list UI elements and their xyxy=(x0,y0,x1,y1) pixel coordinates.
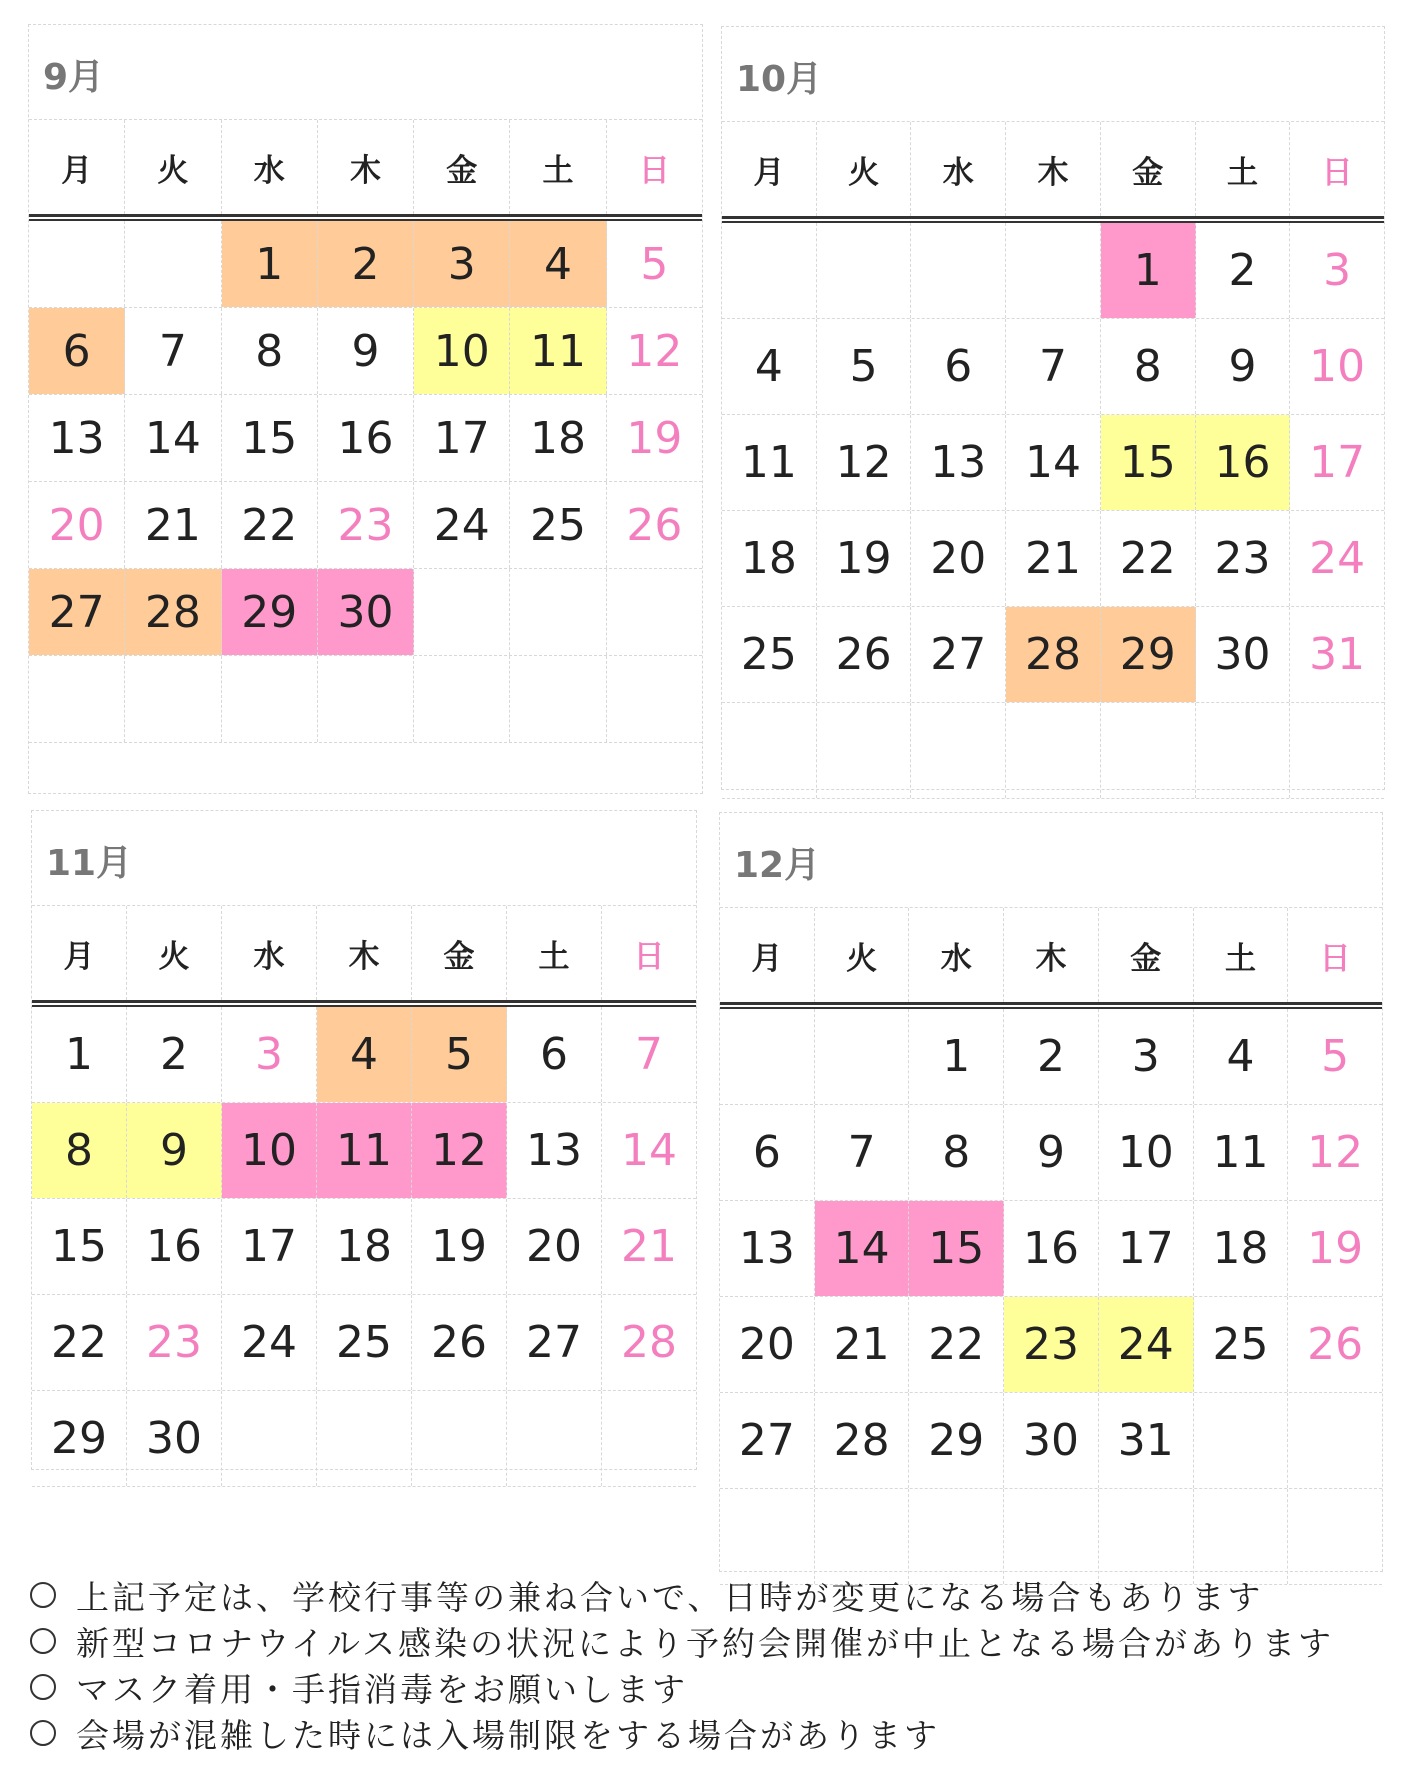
day-cell: 29 xyxy=(1101,607,1196,702)
empty-day-cell xyxy=(412,1391,507,1486)
day-cell: 21 xyxy=(1006,511,1101,606)
day-cell: 1 xyxy=(1101,223,1196,318)
empty-day-cell xyxy=(318,656,414,742)
day-cell: 12 xyxy=(412,1103,507,1198)
empty-day-cell xyxy=(1101,703,1196,798)
day-cell: 16 xyxy=(318,395,414,481)
weekday-label: 土 xyxy=(510,120,606,214)
empty-day-cell xyxy=(817,223,912,318)
weekday-label: 木 xyxy=(1006,122,1101,216)
empty-day-cell xyxy=(817,703,912,798)
day-cell: 7 xyxy=(125,308,221,394)
empty-day-cell xyxy=(815,1489,910,1584)
weekday-label: 土 xyxy=(1196,122,1291,216)
day-cell: 11 xyxy=(510,308,606,394)
day-cell: 8 xyxy=(1101,319,1196,414)
day-cell: 3 xyxy=(222,1007,317,1102)
note-text: 新型コロナウイルス感染の状況により予約会開催が中止となる場合があります xyxy=(76,1623,1335,1663)
day-cell: 6 xyxy=(29,308,125,394)
empty-day-cell xyxy=(510,656,606,742)
day-cell: 26 xyxy=(412,1295,507,1390)
day-cell: 1 xyxy=(32,1007,127,1102)
day-cell: 12 xyxy=(817,415,912,510)
day-cell: 4 xyxy=(317,1007,412,1102)
day-cell: 19 xyxy=(412,1199,507,1294)
weekday-header-row xyxy=(720,907,1382,1002)
weekday-label: 水 xyxy=(909,908,1004,1002)
weekday-label: 月 xyxy=(29,120,125,214)
weekday-label: 金 xyxy=(414,120,510,214)
day-cell: 22 xyxy=(32,1295,127,1390)
weekday-label: 水 xyxy=(222,906,317,1000)
weekday-label: 日 xyxy=(638,152,670,189)
header-divider xyxy=(32,1000,696,1007)
day-cell: 22 xyxy=(222,482,318,568)
week-row xyxy=(722,223,1384,319)
day-cell: 9 xyxy=(1004,1105,1099,1200)
day-cell: 25 xyxy=(317,1295,412,1390)
empty-day-cell xyxy=(510,569,606,655)
day-cell: 19 xyxy=(817,511,912,606)
day-cell: 25 xyxy=(722,607,817,702)
day-cell: 8 xyxy=(32,1103,127,1198)
day-cell: 2 xyxy=(127,1007,222,1102)
weekday-header-row xyxy=(722,121,1384,216)
week-row xyxy=(722,319,1384,415)
day-cell: 2 xyxy=(318,221,414,307)
day-cell: 31 xyxy=(1099,1393,1194,1488)
day-cell: 13 xyxy=(29,395,125,481)
day-cell: 18 xyxy=(1194,1201,1289,1296)
calendar-grid xyxy=(32,905,696,1487)
day-cell: 2 xyxy=(1004,1009,1099,1104)
empty-day-cell xyxy=(317,1391,412,1486)
calendar-november xyxy=(31,810,697,1470)
week-row xyxy=(29,308,702,395)
weekday-label: 日 xyxy=(633,938,665,975)
day-cell: 27 xyxy=(507,1295,602,1390)
day-cell: 3 xyxy=(1099,1009,1194,1104)
empty-day-cell xyxy=(1099,1489,1194,1584)
weekday-label: 水 xyxy=(222,120,318,214)
day-cell: 11 xyxy=(1194,1105,1289,1200)
calendar-december xyxy=(719,812,1383,1572)
day-cell: 1 xyxy=(222,221,318,307)
header-divider xyxy=(720,1002,1382,1009)
day-cell: 20 xyxy=(911,511,1006,606)
empty-day-cell xyxy=(602,1391,696,1486)
day-cell: 31 xyxy=(1309,629,1366,680)
weekday-label: 日 xyxy=(1321,154,1353,191)
weekday-label: 金 xyxy=(1099,908,1194,1002)
weekday-label: 木 xyxy=(318,120,414,214)
month-title: 11月 xyxy=(46,843,133,884)
day-cell: 24 xyxy=(1309,533,1366,584)
day-cell: 17 xyxy=(1099,1201,1194,1296)
day-cell: 6 xyxy=(720,1105,815,1200)
day-cell: 15 xyxy=(32,1199,127,1294)
day-cell: 29 xyxy=(32,1391,127,1486)
day-cell: 21 xyxy=(815,1297,910,1392)
week-row xyxy=(722,703,1384,799)
day-cell: 19 xyxy=(1307,1223,1364,1274)
day-cell: 25 xyxy=(510,482,606,568)
day-cell: 17 xyxy=(222,1199,317,1294)
day-cell: 20 xyxy=(507,1199,602,1294)
day-cell: 13 xyxy=(507,1103,602,1198)
day-cell: 3 xyxy=(414,221,510,307)
week-row xyxy=(29,221,702,308)
empty-day-cell xyxy=(909,1489,1004,1584)
day-cell: 26 xyxy=(626,499,683,551)
month-title: 10月 xyxy=(736,59,823,100)
empty-day-cell xyxy=(911,703,1006,798)
notes-list xyxy=(30,1572,1400,1756)
weekday-label: 木 xyxy=(1004,908,1099,1002)
day-cell: 10 xyxy=(414,308,510,394)
weekday-label: 火 xyxy=(815,908,910,1002)
day-cell: 14 xyxy=(1006,415,1101,510)
day-cell: 6 xyxy=(507,1007,602,1102)
empty-day-cell xyxy=(722,703,817,798)
empty-day-cell xyxy=(1194,1393,1289,1488)
day-cell: 23 xyxy=(1004,1297,1099,1392)
week-row xyxy=(722,511,1384,607)
empty-day-cell xyxy=(911,223,1006,318)
day-cell: 23 xyxy=(127,1295,222,1390)
day-cell: 11 xyxy=(722,415,817,510)
day-cell: 12 xyxy=(1307,1127,1364,1178)
day-cell: 28 xyxy=(815,1393,910,1488)
weekday-label: 木 xyxy=(317,906,412,1000)
weekday-label: 土 xyxy=(1194,908,1289,1002)
note-item xyxy=(30,1572,1400,1618)
day-cell: 9 xyxy=(318,308,414,394)
day-cell: 7 xyxy=(1006,319,1101,414)
day-cell: 28 xyxy=(125,569,221,655)
day-cell: 3 xyxy=(1323,245,1352,296)
day-cell: 24 xyxy=(414,482,510,568)
weekday-label: 水 xyxy=(911,122,1006,216)
circle-bullet-icon xyxy=(30,1628,56,1654)
week-row xyxy=(29,569,702,656)
week-row xyxy=(29,656,702,743)
note-item xyxy=(30,1710,1400,1756)
note-text: マスク着用・手指消毒をお願いします xyxy=(76,1669,688,1709)
day-cell: 21 xyxy=(621,1221,677,1272)
day-cell: 18 xyxy=(722,511,817,606)
day-cell: 19 xyxy=(626,412,683,464)
day-cell: 4 xyxy=(722,319,817,414)
weekday-label: 金 xyxy=(412,906,507,1000)
day-cell: 14 xyxy=(125,395,221,481)
day-cell: 12 xyxy=(626,325,683,377)
day-cell: 30 xyxy=(1196,607,1291,702)
empty-day-cell xyxy=(125,221,221,307)
day-cell: 28 xyxy=(621,1317,677,1368)
weekday-label: 月 xyxy=(32,906,127,1000)
header-divider xyxy=(722,216,1384,223)
day-cell: 24 xyxy=(222,1295,317,1390)
day-cell: 20 xyxy=(720,1297,815,1392)
day-cell: 15 xyxy=(909,1201,1004,1296)
week-row xyxy=(720,1297,1382,1393)
day-cell: 21 xyxy=(125,482,221,568)
circle-bullet-icon xyxy=(30,1582,56,1608)
week-row xyxy=(32,1007,696,1103)
day-cell: 14 xyxy=(621,1125,677,1176)
day-cell: 29 xyxy=(222,569,318,655)
day-cell: 30 xyxy=(318,569,414,655)
empty-day-cell xyxy=(1194,1489,1289,1584)
day-cell: 4 xyxy=(510,221,606,307)
circle-bullet-icon xyxy=(30,1674,56,1700)
day-cell: 16 xyxy=(1004,1201,1099,1296)
weekday-label: 月 xyxy=(720,908,815,1002)
weekday-label: 月 xyxy=(722,122,817,216)
day-cell: 26 xyxy=(1307,1319,1364,1370)
day-cell: 22 xyxy=(909,1297,1004,1392)
empty-day-cell xyxy=(507,1391,602,1486)
weekday-label: 火 xyxy=(127,906,222,1000)
day-cell: 14 xyxy=(815,1201,910,1296)
day-cell: 5 xyxy=(1321,1031,1350,1082)
day-cell: 15 xyxy=(1101,415,1196,510)
weekday-header-row xyxy=(29,119,702,214)
week-row xyxy=(32,1103,696,1199)
day-cell: 18 xyxy=(510,395,606,481)
week-row xyxy=(720,1105,1382,1201)
calendar-october xyxy=(721,26,1385,790)
day-cell: 17 xyxy=(1309,437,1366,488)
month-title: 12月 xyxy=(734,845,821,886)
day-cell: 17 xyxy=(414,395,510,481)
day-cell: 8 xyxy=(222,308,318,394)
week-row xyxy=(29,482,702,569)
week-row xyxy=(722,415,1384,511)
month-title: 9月 xyxy=(43,57,105,98)
week-row xyxy=(720,1009,1382,1105)
calendar-grid xyxy=(720,907,1382,1585)
day-cell: 22 xyxy=(1101,511,1196,606)
empty-day-cell xyxy=(1288,1489,1382,1584)
day-cell: 1 xyxy=(909,1009,1004,1104)
empty-day-cell xyxy=(29,221,125,307)
empty-day-cell xyxy=(607,569,702,655)
day-cell: 16 xyxy=(1196,415,1291,510)
week-row xyxy=(722,607,1384,703)
day-cell: 25 xyxy=(1194,1297,1289,1392)
empty-day-cell xyxy=(722,223,817,318)
day-cell: 8 xyxy=(909,1105,1004,1200)
day-cell: 2 xyxy=(1196,223,1291,318)
day-cell: 13 xyxy=(720,1201,815,1296)
day-cell: 30 xyxy=(1004,1393,1099,1488)
empty-day-cell xyxy=(607,656,702,742)
weekday-header-row xyxy=(32,905,696,1000)
empty-day-cell xyxy=(222,656,318,742)
day-cell: 18 xyxy=(317,1199,412,1294)
week-row xyxy=(32,1199,696,1295)
empty-day-cell xyxy=(1290,703,1384,798)
day-cell: 15 xyxy=(222,395,318,481)
day-cell: 27 xyxy=(911,607,1006,702)
day-cell: 30 xyxy=(127,1391,222,1486)
day-cell: 5 xyxy=(640,238,669,290)
empty-day-cell xyxy=(720,1489,815,1584)
day-cell: 28 xyxy=(1006,607,1101,702)
day-cell: 5 xyxy=(412,1007,507,1102)
day-cell: 7 xyxy=(815,1105,910,1200)
empty-day-cell xyxy=(720,1009,815,1104)
day-cell: 10 xyxy=(222,1103,317,1198)
day-cell: 23 xyxy=(1196,511,1291,606)
weekday-label: 日 xyxy=(1319,940,1351,977)
day-cell: 10 xyxy=(1099,1105,1194,1200)
weekday-label: 土 xyxy=(507,906,602,1000)
week-row xyxy=(29,395,702,482)
empty-day-cell xyxy=(414,569,510,655)
calendar-september xyxy=(28,24,703,794)
note-item xyxy=(30,1618,1400,1664)
day-cell: 23 xyxy=(318,482,414,568)
week-row xyxy=(720,1393,1382,1489)
empty-day-cell xyxy=(815,1009,910,1104)
day-cell: 10 xyxy=(1309,341,1366,392)
day-cell: 9 xyxy=(1196,319,1291,414)
day-cell: 13 xyxy=(911,415,1006,510)
note-text: 上記予定は、学校行事等の兼ね合いで、日時が変更になる場合もあります xyxy=(76,1577,1264,1617)
empty-day-cell xyxy=(222,1391,317,1486)
day-cell: 16 xyxy=(127,1199,222,1294)
day-cell: 27 xyxy=(29,569,125,655)
empty-day-cell xyxy=(1288,1393,1382,1488)
circle-bullet-icon xyxy=(30,1720,56,1746)
empty-day-cell xyxy=(125,656,221,742)
empty-day-cell xyxy=(1196,703,1291,798)
empty-day-cell xyxy=(1006,223,1101,318)
empty-day-cell xyxy=(1004,1489,1099,1584)
empty-day-cell xyxy=(414,656,510,742)
calendar-grid xyxy=(29,119,702,743)
day-cell: 5 xyxy=(817,319,912,414)
header-divider xyxy=(29,214,702,221)
day-cell: 9 xyxy=(127,1103,222,1198)
week-row xyxy=(32,1391,696,1487)
weekday-label: 火 xyxy=(817,122,912,216)
week-row xyxy=(32,1295,696,1391)
day-cell: 6 xyxy=(911,319,1006,414)
day-cell: 11 xyxy=(317,1103,412,1198)
day-cell: 29 xyxy=(909,1393,1004,1488)
day-cell: 4 xyxy=(1194,1009,1289,1104)
week-row xyxy=(720,1201,1382,1297)
day-cell: 24 xyxy=(1099,1297,1194,1392)
weekday-label: 金 xyxy=(1101,122,1196,216)
day-cell: 7 xyxy=(635,1029,663,1080)
empty-day-cell xyxy=(1006,703,1101,798)
day-cell: 26 xyxy=(817,607,912,702)
empty-day-cell xyxy=(29,656,125,742)
note-item xyxy=(30,1664,1400,1710)
calendar-grid xyxy=(722,121,1384,799)
note-text: 会場が混雑した時には入場制限をする場合があります xyxy=(76,1715,940,1755)
weekday-label: 火 xyxy=(125,120,221,214)
day-cell: 27 xyxy=(720,1393,815,1488)
day-cell: 20 xyxy=(29,482,125,568)
